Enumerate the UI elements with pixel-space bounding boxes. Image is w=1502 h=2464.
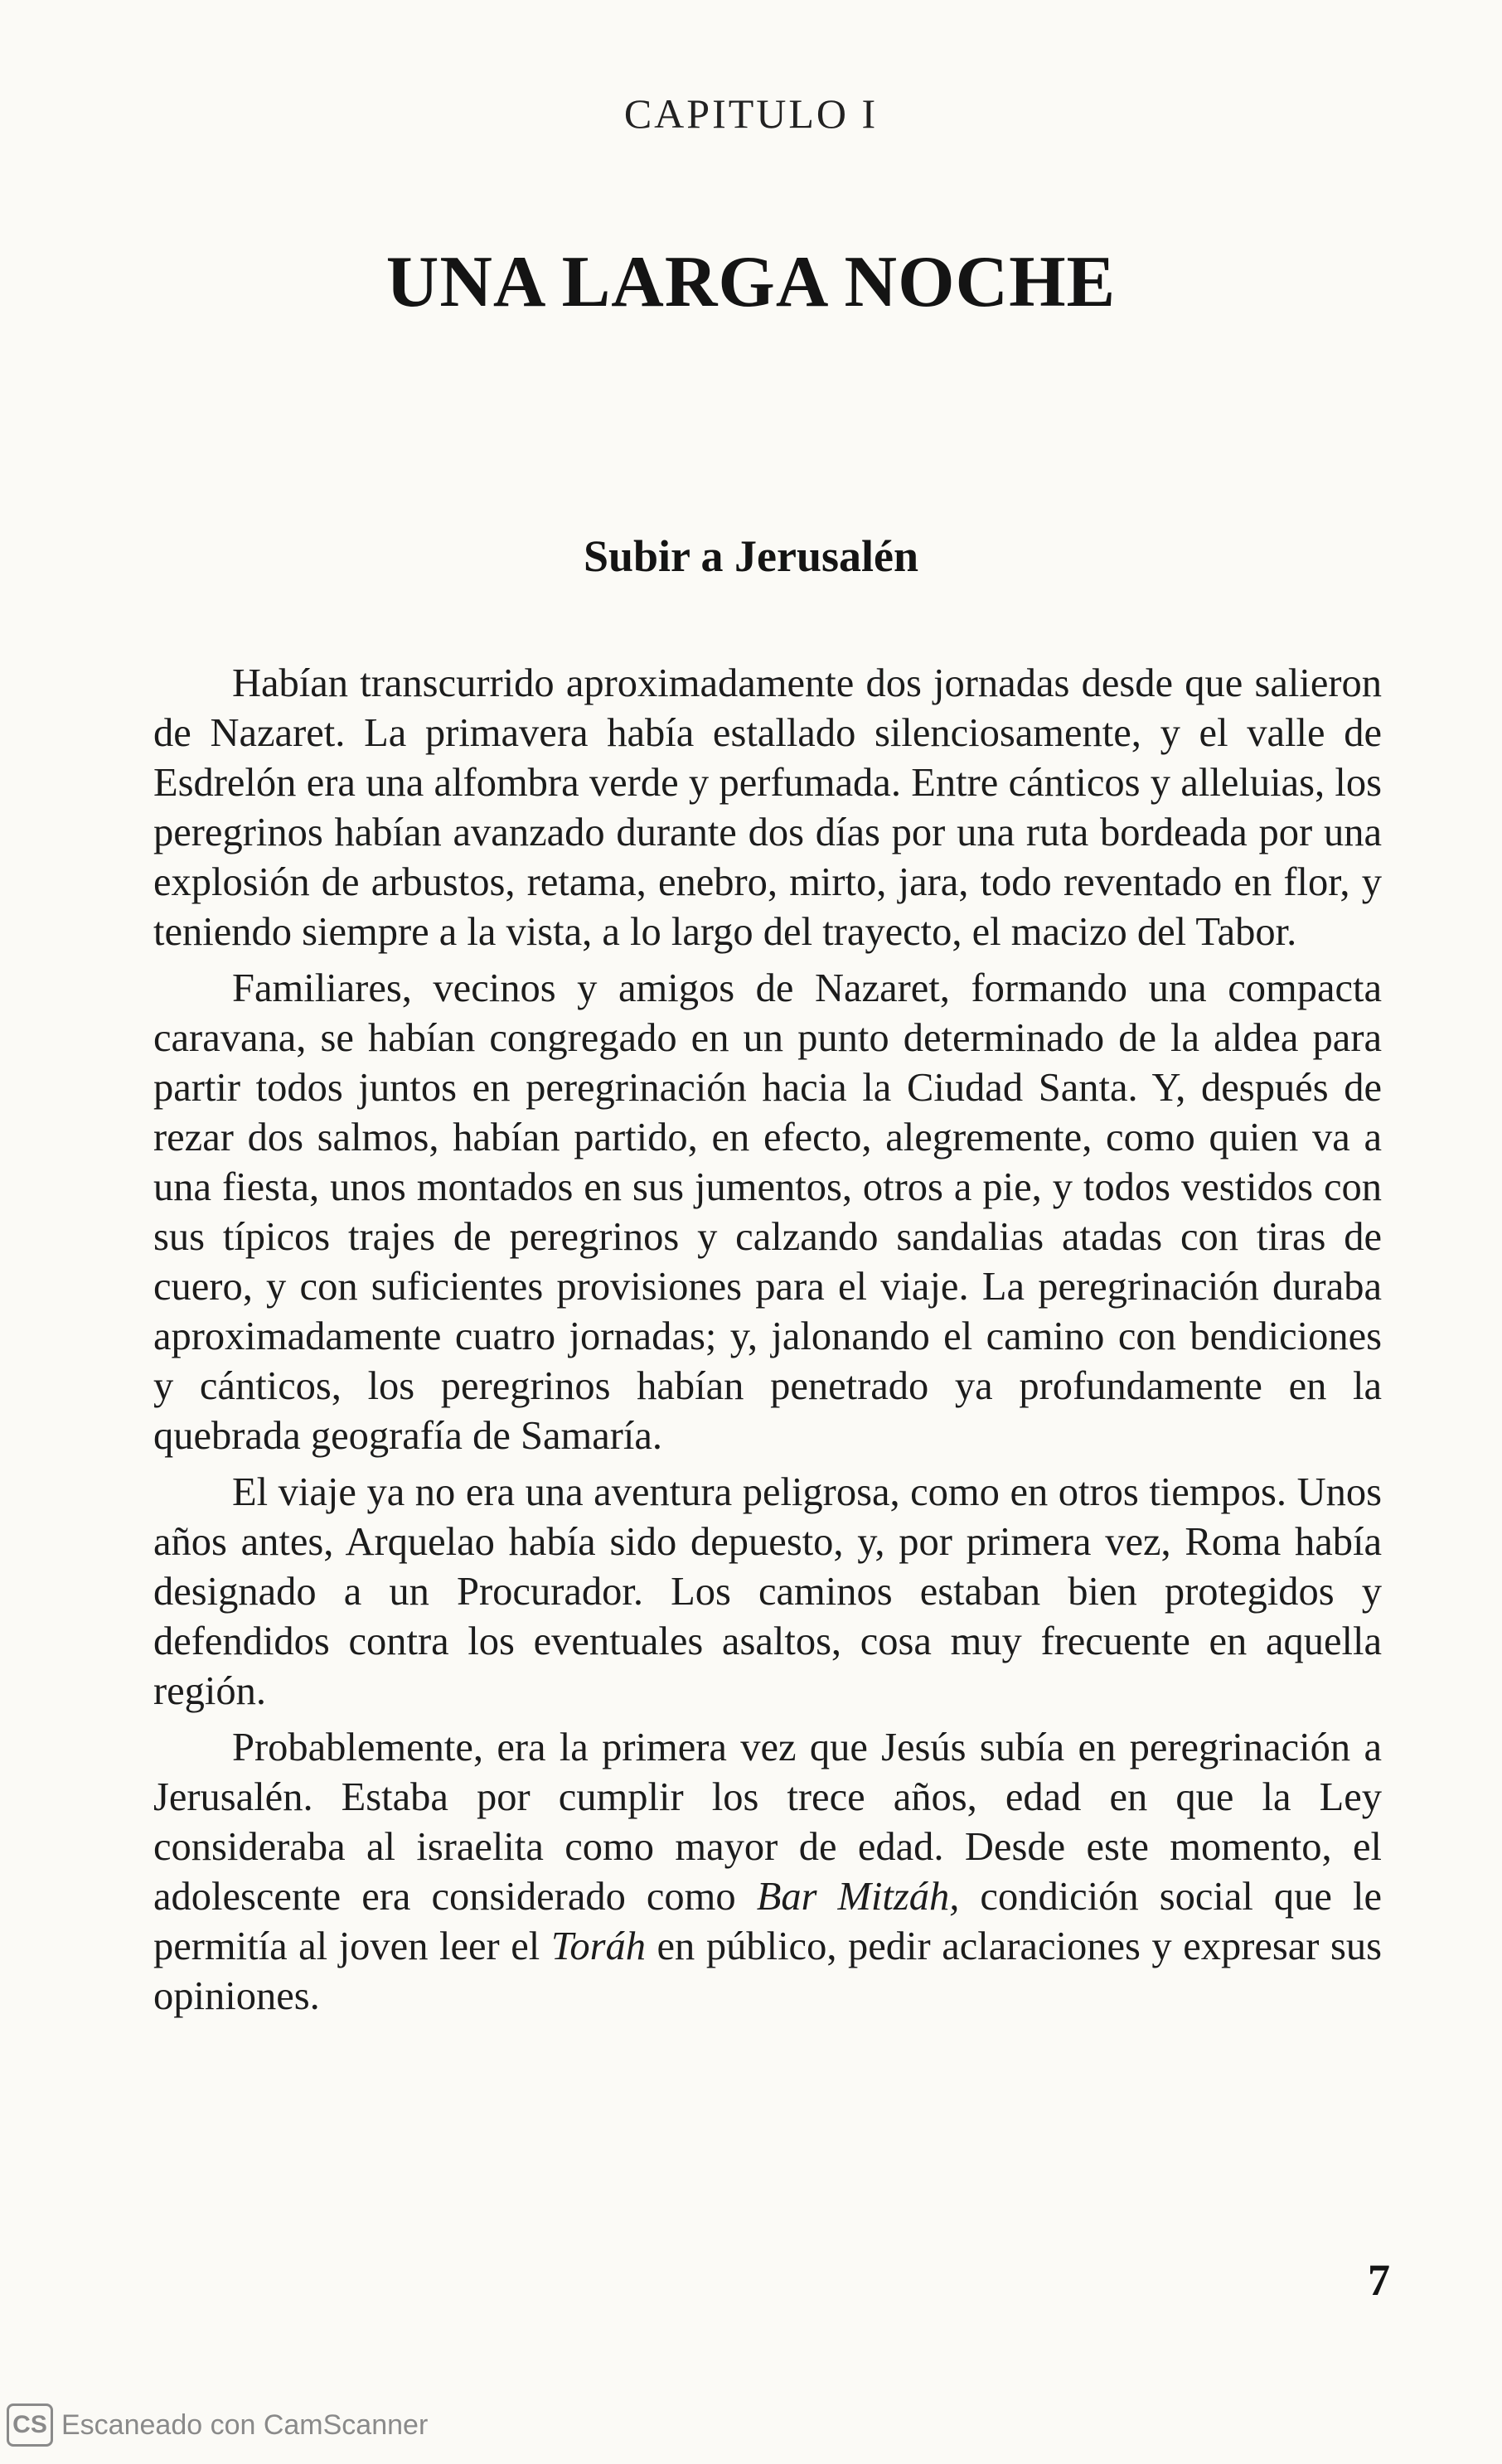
page-number: 7 [1368, 2255, 1390, 2305]
camscanner-logo-icon: CS [7, 2403, 53, 2447]
section-title: Subir a Jerusalén [583, 531, 919, 581]
body-text [153, 659, 1382, 2028]
watermark-text: Escaneado con CamScanner [61, 2408, 429, 2441]
paragraph-4-text-b: condición social que le permitía al joven leer el [153, 1875, 1382, 1968]
paragraph-1: Habían transcurrido aproximadamente dos jornadas desde que salieron de Nazaret. La primavera había estallado silenciosamente, y el valle de Esdrelón era una alfombra verde y perfumada. Entre cánticos y alleluias, los peregrinos habían avanzado durante dos días por una ruta bordeada por una explosión de arbustos, retama, enebro, mirto, jara, todo reventado en flor, y teniendo siempre a la vista, a lo largo del trayecto, el macizo del Tabor. [153, 661, 1382, 954]
paragraph-3: El viaje ya no era una aventura peligrosa, como en otros tiempos. Unos años antes, Arquelao había sido depuesto, y, por primera vez, Roma había designado a un Procurador. Los caminos estaban bien protegidos y defendidos contra los eventuales asaltos, cosa muy frecuente en aquella región. [153, 1470, 1382, 1713]
term-bar-mitzah: Bar Mitzáh, [756, 1875, 960, 1919]
paragraph-4 [153, 1723, 1382, 2021]
paragraph-4-text-c: en público, pedir aclaraciones y expresar sus opiniones. [153, 1924, 1383, 2018]
paragraph-2: Familiares, vecinos y amigos de Nazaret, formando una compacta caravana, se habían congregado en un punto determinado de la aldea para partir todos juntos en peregrinación hacia la Ciudad Santa. Y, después de rezar dos salmos, habían partido, en efecto, alegremente, como quien va a una fiesta, unos montados en sus jumentos, otros a pie, y todos vestidos con sus típicos trajes de peregrinos y calzando sandalias atadas con tiras de cuero, y con suficientes provisiones para el viaje. La peregrinación duraba aproximadamente cuatro jornadas; y, jalonando el camino con bendiciones y cánticos, los peregrinos habían penetrado ya profundamente en la quebrada geografía de Samaría. [153, 966, 1382, 1458]
paragraph-4-text-a: Probablemente, era la primera vez que Jesús subía en peregrinación a Jerusalén. Estaba por cumplir los trece años, edad en que la Ley consideraba al israelita como mayor de edad. Desde este momento, el adolescente era considerado como [153, 1726, 1382, 1919]
camscanner-watermark [7, 2403, 428, 2447]
term-torah: Toráh [550, 1924, 646, 1968]
chapter-label: CAPITULO I [623, 90, 879, 137]
chapter-title: UNA LARGA NOCHE [385, 242, 1117, 322]
